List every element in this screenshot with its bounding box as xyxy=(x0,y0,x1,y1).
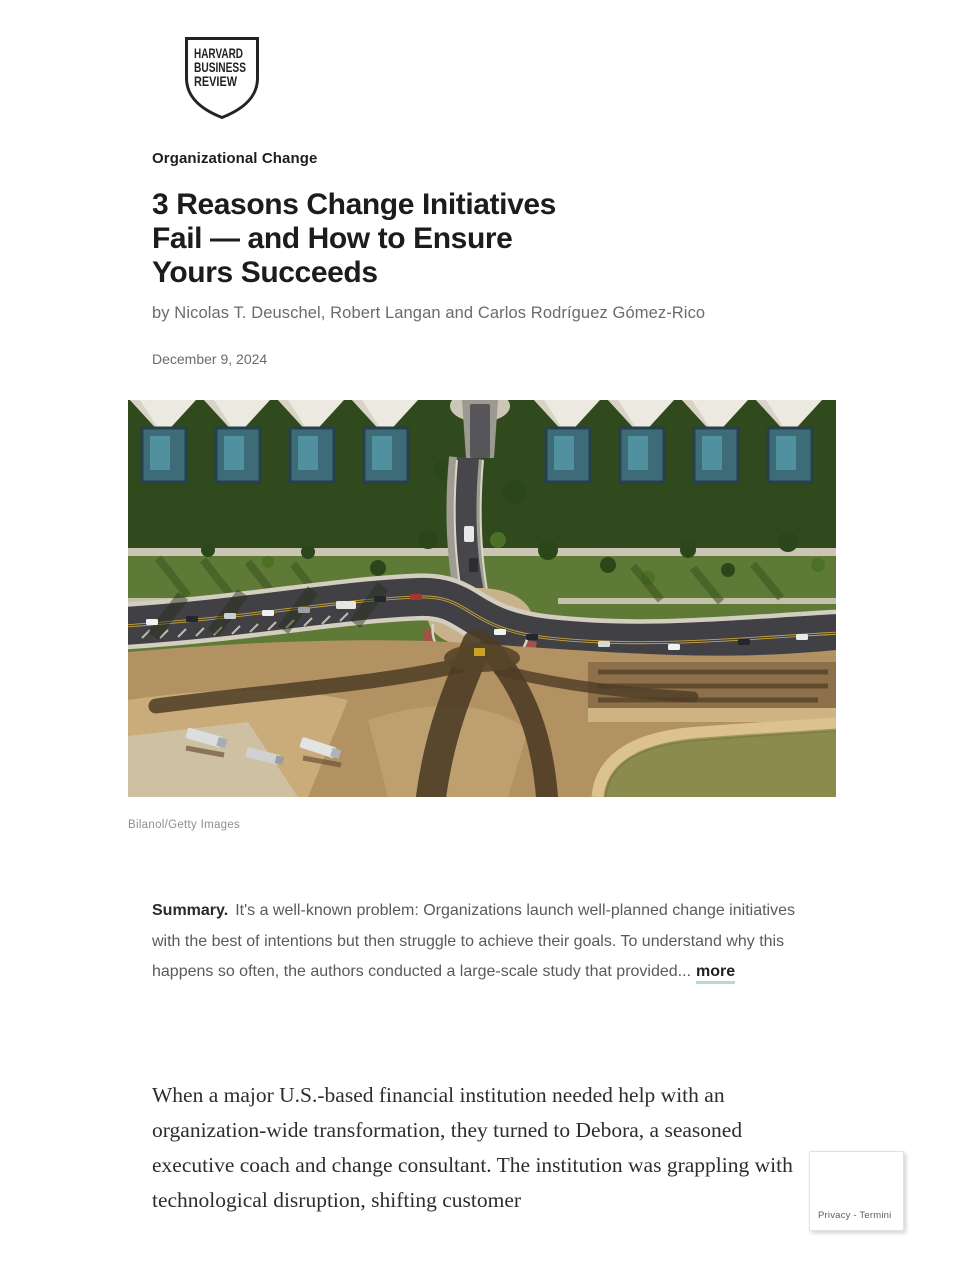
article-title xyxy=(152,188,792,290)
hero-figure xyxy=(128,400,836,797)
image-credit: Bilanol/Getty Images xyxy=(128,819,241,831)
summary-text: It's a well-known problem: Organizations launch well-planned change initiatives with the best of intentions but then struggle to achieve their goals. To understand why this happens so often, the authors conducted a large-scale study that provided... xyxy=(152,902,795,980)
title-line-1: 3 Reasons Change Initiatives xyxy=(152,188,556,221)
logo-line-3: REVIEW xyxy=(194,73,238,89)
article-byline: by Nicolas T. Deuschel, Robert Langan and Carlos Rodríguez Gómez-Rico xyxy=(152,304,706,322)
recaptcha-privacy-terms[interactable]: Privacy - Termini xyxy=(818,1210,892,1221)
article-body: When a major U.S.-based financial institution needed help with an organization-wide transformation, they turned to Debora, a seasoned executive coach and change consultant. The institution was grappling with technological disruption, shifting customer xyxy=(152,1083,793,1212)
hero-image xyxy=(128,400,836,797)
logo-line-1: HARVARD xyxy=(194,45,243,61)
logo-line-2: BUSINESS xyxy=(194,59,246,75)
recaptcha-badge[interactable] xyxy=(809,1151,904,1231)
article-category[interactable]: Organizational Change xyxy=(152,150,318,167)
article-summary xyxy=(152,896,824,988)
hbr-logo[interactable] xyxy=(183,36,261,120)
hbr-shield-icon xyxy=(183,36,261,120)
summary-label: Summary. xyxy=(152,902,229,919)
title-line-2: Fail — and How to Ensure xyxy=(152,222,513,255)
more-link[interactable]: more xyxy=(696,963,735,984)
article-date: December 9, 2024 xyxy=(152,351,268,367)
title-line-3: Yours Succeeds xyxy=(152,256,378,289)
